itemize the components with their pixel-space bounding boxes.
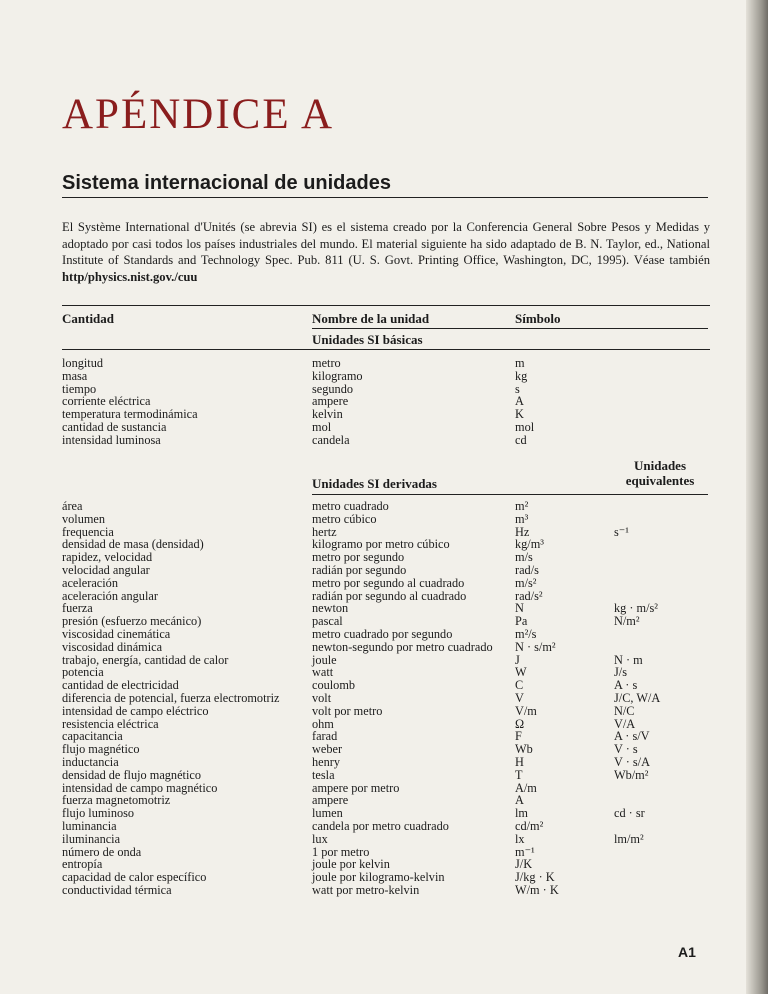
derived-quantity-cell: frequencia <box>62 524 114 539</box>
derived-unit-cell: newton <box>312 601 349 616</box>
derived-symbol-cell: rad/s² <box>515 588 543 603</box>
intro-link: http/physics.nist.gov./cuu <box>62 269 198 284</box>
derived-symbol-cell: kg/m³ <box>515 537 544 552</box>
derived-quantity-cell: conductividad térmica <box>62 882 172 897</box>
derived-quantity-cell: fuerza magnetomotriz <box>62 793 171 808</box>
derived-equivalent-cell: V · s/A <box>614 754 650 769</box>
header-quantity: Cantidad <box>62 311 115 326</box>
derived-symbol-cell: H <box>515 754 524 769</box>
header-rule <box>312 328 708 329</box>
derived-symbol-cell: J/kg · K <box>515 870 555 885</box>
basic-unit-cell: ampere <box>312 394 349 409</box>
derived-unit-cell: metro cuadrado <box>312 499 389 513</box>
derived-unit-cell: metro por segundo <box>312 550 405 565</box>
derived-symbol-cell: Pa <box>515 614 528 629</box>
derived-unit-cell: ampere por metro <box>312 780 400 795</box>
derived-unit-cell: watt <box>312 665 334 680</box>
derived-unit-cell: lux <box>312 831 328 846</box>
basic-quantity-cell: temperatura termodinámica <box>62 407 198 422</box>
derived-equivalent-cell <box>614 538 660 551</box>
derived-unit-cell: radián por segundo al cuadrado <box>312 588 467 603</box>
basic-symbol-cell: mol <box>515 419 535 434</box>
basic-unit-cell: candela <box>312 432 350 447</box>
basic-unit-cell: kilogramo <box>312 368 363 383</box>
derived-unit-cell: weber <box>312 742 343 757</box>
derived-equivalent-cell: N · m <box>614 652 643 667</box>
basic-quantity-cell: cantidad de sustancia <box>62 419 167 434</box>
derived-quantity-cell: potencia <box>62 665 104 680</box>
derived-quantity-cell: intensidad de campo eléctrico <box>62 703 209 718</box>
derived-symbol-cell: m² <box>515 499 529 513</box>
derived-unit-cell: joule <box>312 652 337 667</box>
derived-equivalent-cell <box>614 641 660 654</box>
derived-symbol-cell: J/K <box>515 857 533 872</box>
derived-equivalent-cell: V/A <box>614 716 636 731</box>
derived-symbol-cell: Hz <box>515 524 530 539</box>
derived-quantity-cell: flujo luminoso <box>62 806 135 821</box>
derived-units-heading: Unidades SI derivadas <box>312 476 437 491</box>
header-symbol: Símbolo <box>515 311 561 326</box>
derived-equivalent-cell <box>614 871 660 884</box>
basic-symbol-column <box>515 357 534 447</box>
basic-rule <box>62 349 710 350</box>
header-equivalents: Unidades equivalentes <box>625 458 695 488</box>
derived-quantity-cell: aceleración <box>62 575 118 590</box>
basic-unit-column <box>312 357 363 447</box>
derived-symbol-cell: cd/m² <box>515 818 544 833</box>
derived-equivalent-cell: kg · m/s² <box>614 601 658 616</box>
header-unit-name: Nombre de la unidad <box>312 311 430 326</box>
derived-quantity-cell: intensidad de campo magnético <box>62 780 218 795</box>
derived-symbol-cell: W <box>515 665 527 680</box>
derived-equivalent-cell: s⁻¹ <box>614 524 629 539</box>
derived-equivalent-cell: lm/m² <box>614 831 644 846</box>
basic-symbol-cell: m <box>515 356 525 370</box>
intro-text: El Système International d'Unités (se abrevia SI) es el sistema creado por la Conferencia General Sobre Pesos y Medidas y adoptado por casi todos los países industriales del mundo. El material siguiente ha sido adaptado de B. N. Taylor, ed., National Institute of Standards and Technology Spec. Pub. 811 (U. S. Govt. Printing Office, Washington, DC, 1995). Véase también <box>62 220 710 268</box>
basic-quantity-cell: masa <box>62 368 88 383</box>
derived-equivalent-cell: J/s <box>614 665 627 680</box>
derived-equivalent-cell: J/C, W/A <box>614 690 661 705</box>
basic-quantity-cell: intensidad luminosa <box>62 432 161 447</box>
basic-symbol-cell: s <box>515 381 520 396</box>
section-title: Sistema internacional de unidades <box>62 172 391 194</box>
derived-symbol-cell: A/m <box>515 780 537 795</box>
derived-symbol-cell: V <box>515 690 524 705</box>
basic-symbol-cell: A <box>515 394 524 409</box>
derived-quantity-cell: iluminancia <box>62 831 121 846</box>
derived-quantity-cell: viscosidad dinámica <box>62 639 163 654</box>
derived-unit-cell: ohm <box>312 716 334 731</box>
intro-paragraph <box>62 219 710 285</box>
derived-unit-cell: kilogramo por metro cúbico <box>312 537 450 552</box>
table-top-rule <box>62 305 710 306</box>
page-edge-shadow <box>746 0 768 994</box>
derived-symbol-cell: m²/s <box>515 626 537 641</box>
basic-quantity-cell: longitud <box>62 356 103 370</box>
basic-symbol-cell: kg <box>515 368 528 383</box>
derived-quantity-cell: área <box>62 499 83 513</box>
derived-quantity-column <box>62 500 279 897</box>
derived-equivalent-cell <box>614 846 660 859</box>
derived-equivalent-cell <box>614 782 660 795</box>
derived-unit-cell: candela por metro cuadrado <box>312 818 449 833</box>
derived-equivalent-cell: cd · sr <box>614 806 645 821</box>
derived-symbol-cell: C <box>515 678 524 693</box>
derived-equivalent-cell <box>614 564 660 577</box>
derived-symbol-cell: m⁻¹ <box>515 844 535 859</box>
derived-unit-cell: metro cúbico <box>312 511 377 526</box>
derived-symbol-cell: V/m <box>515 703 537 718</box>
derived-quantity-cell: resistencia eléctrica <box>62 716 159 731</box>
derived-quantity-cell: aceleración angular <box>62 588 158 603</box>
derived-equivalent-cell <box>614 858 660 871</box>
derived-symbol-cell: N · s/m² <box>515 639 556 654</box>
derived-unit-cell: pascal <box>312 614 343 629</box>
derived-quantity-cell: capacitancia <box>62 729 123 744</box>
derived-quantity-cell: trabajo, energía, cantidad de calor <box>62 652 229 667</box>
derived-equivalent-cell <box>614 577 660 590</box>
derived-unit-cell: joule por kelvin <box>312 857 390 872</box>
derived-quantity-cell: densidad de flujo magnético <box>62 767 201 782</box>
derived-symbol-cell: m³ <box>515 511 529 526</box>
derived-symbol-cell: rad/s <box>515 562 539 577</box>
basic-units-heading: Unidades SI básicas <box>312 332 423 347</box>
derived-unit-cell: radián por segundo <box>312 562 407 577</box>
appendix-title: APÉNDICE A <box>62 91 335 138</box>
derived-symbol-cell: lx <box>515 831 525 846</box>
derived-symbol-cell: F <box>515 729 522 744</box>
derived-equivalent-cell: N/m² <box>614 614 640 629</box>
derived-unit-cell: ampere <box>312 793 349 808</box>
derived-equivalent-cell: V · s <box>614 742 638 757</box>
basic-unit-cell: kelvin <box>312 407 343 422</box>
derived-symbol-cell: J <box>515 652 520 667</box>
derived-equivalent-cell <box>614 884 660 897</box>
derived-symbol-cell: Ω <box>515 716 525 731</box>
derived-quantity-cell: entropía <box>62 857 103 872</box>
derived-unit-cell: volt por metro <box>312 703 383 718</box>
derived-unit-cell: lumen <box>312 806 343 821</box>
derived-quantity-cell: presión (esfuerzo mecánico) <box>62 614 202 629</box>
derived-symbol-cell: A <box>515 793 524 808</box>
derived-quantity-cell: densidad de masa (densidad) <box>62 537 204 552</box>
derived-quantity-cell: rapidez, velocidad <box>62 550 153 565</box>
derived-unit-cell: coulomb <box>312 678 356 693</box>
derived-quantity-cell: flujo magnético <box>62 742 140 757</box>
derived-unit-cell: newton-segundo por metro cuadrado <box>312 639 493 654</box>
derived-quantity-cell: cantidad de electricidad <box>62 678 179 693</box>
derived-quantity-cell: diferencia de potencial, fuerza electromotriz <box>62 690 280 705</box>
derived-equivalent-cell <box>614 513 660 526</box>
derived-unit-cell: farad <box>312 729 338 744</box>
derived-symbol-cell: T <box>515 767 523 782</box>
derived-quantity-cell: luminancia <box>62 818 117 833</box>
derived-equivalent-cell <box>614 628 660 641</box>
derived-symbol-cell: N <box>515 601 524 616</box>
derived-unit-cell: hertz <box>312 524 337 539</box>
basic-quantity-column <box>62 357 198 447</box>
derived-equivalent-cell <box>614 500 660 513</box>
derived-symbol-cell: m/s <box>515 550 533 565</box>
page-number: A1 <box>678 944 696 960</box>
derived-quantity-cell: velocidad angular <box>62 562 150 577</box>
derived-symbol-cell: lm <box>515 806 528 821</box>
section-rule <box>62 197 708 198</box>
derived-quantity-cell: viscosidad cinemática <box>62 626 171 641</box>
derived-quantity-cell: número de onda <box>62 844 142 859</box>
basic-quantity-cell: tiempo <box>62 381 97 396</box>
derived-quantity-cell: fuerza <box>62 601 93 616</box>
derived-symbol-column <box>515 500 559 897</box>
derived-equivalent-column <box>614 500 660 897</box>
basic-unit-cell: metro <box>312 356 341 370</box>
derived-unit-cell: metro cuadrado por segundo <box>312 626 453 641</box>
derived-rule <box>312 494 708 495</box>
derived-unit-cell: watt por metro-kelvin <box>312 882 420 897</box>
derived-symbol-cell: Wb <box>515 742 533 757</box>
derived-unit-cell: joule por kilogramo-kelvin <box>312 870 445 885</box>
derived-symbol-cell: W/m · K <box>515 882 559 897</box>
derived-equivalent-cell: Wb/m² <box>614 767 649 782</box>
derived-unit-cell: metro por segundo al cuadrado <box>312 575 465 590</box>
derived-unit-cell: volt <box>312 690 332 705</box>
derived-unit-column <box>312 500 493 897</box>
derived-quantity-cell: capacidad de calor específico <box>62 870 207 885</box>
derived-quantity-cell: volumen <box>62 511 106 526</box>
basic-symbol-cell: cd <box>515 432 527 447</box>
basic-unit-cell: mol <box>312 419 332 434</box>
derived-unit-cell: henry <box>312 754 340 769</box>
derived-equivalent-cell: A · s/V <box>614 729 650 744</box>
basic-quantity-cell: corriente eléctrica <box>62 394 151 409</box>
derived-quantity-cell: inductancia <box>62 754 119 769</box>
derived-equivalent-cell: N/C <box>614 703 635 718</box>
derived-unit-cell: tesla <box>312 767 335 782</box>
derived-equivalent-cell <box>614 820 660 833</box>
derived-unit-cell: 1 por metro <box>312 844 370 859</box>
derived-symbol-cell: m/s² <box>515 575 537 590</box>
derived-equivalent-cell: A · s <box>614 678 638 693</box>
derived-equivalent-cell <box>614 551 660 564</box>
basic-symbol-cell: K <box>515 407 524 422</box>
basic-unit-cell: segundo <box>312 381 353 396</box>
